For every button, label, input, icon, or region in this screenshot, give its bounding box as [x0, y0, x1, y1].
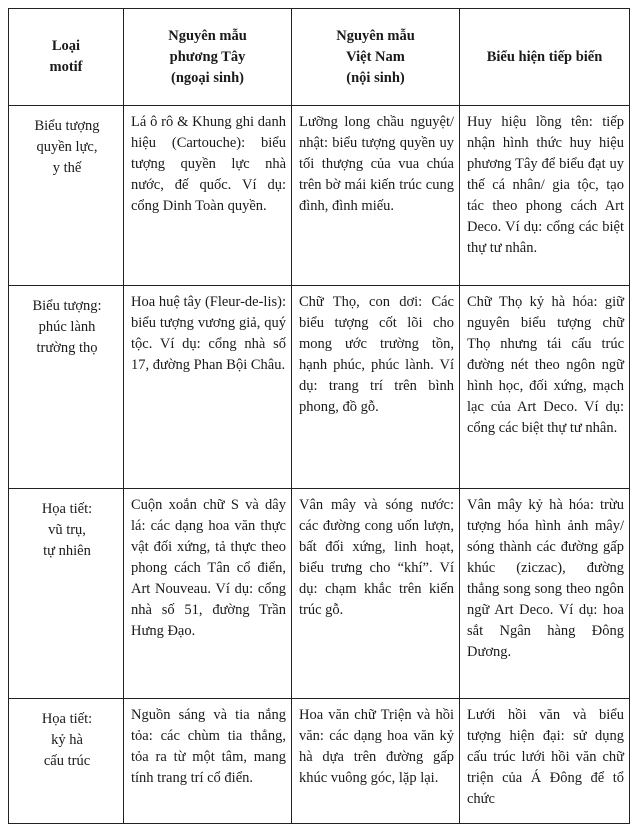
- table-row: [9, 489, 630, 699]
- header-adaptation: Biểu hiện tiếp biến: [460, 9, 630, 106]
- row-western: Nguồn sáng và tia nắng tỏa: các chùm tia thẳng, tỏa ra từ một tâm, mang tính trang trí cổ điển.: [124, 699, 292, 824]
- row-vietnamese: Chữ Thọ, con dơi: Các biểu tượng cốt lõi cho mong ước trường tồn, hạnh phúc, phúc lành. Ví dụ: trang trí trên bình phong, đồ gỗ.: [292, 286, 460, 489]
- row-vietnamese: Lưỡng long chầu nguyệt/ nhật: biểu tượng quyền uy tối thượng của vua chúa trên bờ mái kiến trúc cung đình, đình miếu.: [292, 106, 460, 286]
- header-vietnamese-prototype: Nguyên mẫu Việt Nam (nội sinh): [292, 9, 460, 106]
- row-adaptation: Lưới hồi văn và biểu tượng hiện đại: sử dụng cấu trúc lưới hồi văn chữ triện của Á Đông để tổ chức: [460, 699, 630, 824]
- table-row: [9, 286, 630, 489]
- row-adaptation: Huy hiệu lồng tên: tiếp nhận hình thức huy hiệu phương Tây để biểu đạt uy thế cá nhân/ gia tộc, tạo tác theo phong cách Art Deco. Ví dụ: cổng các biệt thự tư nhân.: [460, 106, 630, 286]
- table-row: [9, 106, 630, 286]
- row-category: Họa tiết: kỷ hà cấu trúc: [9, 699, 124, 824]
- motif-table: [8, 8, 630, 824]
- row-category: Họa tiết: vũ trụ, tự nhiên: [9, 489, 124, 699]
- row-western: Hoa huệ tây (Fleur-de-lis): biểu tượng vương giả, quý tộc. Ví dụ: cổng nhà số 17, đường Phan Bội Châu.: [124, 286, 292, 489]
- table-row: [9, 699, 630, 824]
- row-western: Cuộn xoắn chữ S và dây lá: các dạng hoa văn thực vật đối xứng, tả thực theo phong cách Tân cổ điển, Art Nouveau. Ví dụ: cổng nhà số 51, đường Trần Hưng Đạo.: [124, 489, 292, 699]
- row-adaptation: Chữ Thọ kỷ hà hóa: giữ nguyên biểu tượng chữ Thọ nhưng tái cấu trúc đường nét theo ngôn ngữ hình học, đối xứng, mạch lạc của Art Deco. Ví dụ: cổng các biệt thự tư nhân.: [460, 286, 630, 489]
- row-vietnamese: Hoa văn chữ Triện và hồi văn: các dạng hoa văn kỷ hà dựa trên đường gấp khúc vuông góc, lặp lại.: [292, 699, 460, 824]
- row-category: Biểu tượng: phúc lành trường thọ: [9, 286, 124, 489]
- row-vietnamese: Vân mây và sóng nước: các đường cong uốn lượn, bất đối xứng, linh hoạt, biểu trưng cho “khí”. Ví dụ: chạm khắc trên kiến trúc gỗ.: [292, 489, 460, 699]
- header-western-prototype: Nguyên mẫu phương Tây (ngoại sinh): [124, 9, 292, 106]
- row-category: Biểu tượng quyền lực, y thế: [9, 106, 124, 286]
- row-western: Lá ô rô & Khung ghi danh hiệu (Cartouche): biểu tượng quyền lực nhà nước, đế quốc. Ví dụ: cổng Dinh Toàn quyền.: [124, 106, 292, 286]
- header-motif-type: Loại motif: [9, 9, 124, 106]
- row-adaptation: Vân mây kỷ hà hóa: trừu tượng hóa hình ảnh mây/ sóng thành các đường gấp khúc (ziczac), đường thẳng song song theo ngôn ngữ Art Deco. Ví dụ: hoa sắt Ngân hàng Đông Dương.: [460, 489, 630, 699]
- header-row: [9, 9, 630, 106]
